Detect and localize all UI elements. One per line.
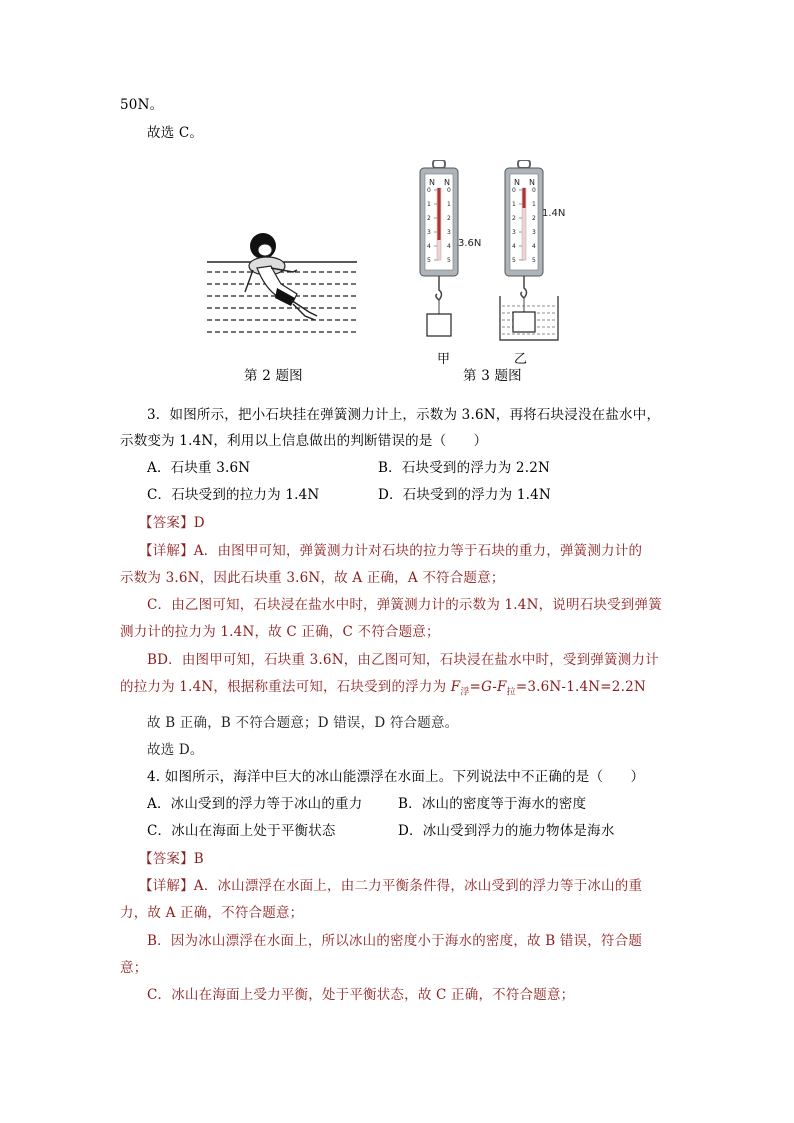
svg-text:1: 1 (512, 201, 516, 208)
q3-stem-line1: 3．如图所示，把小石块挂在弹簧测力计上，示数为 3.6N，再将石块浸没在盐水中， (147, 407, 661, 423)
q3-option-d: D．石块受到的浮力为 1.4N (378, 487, 551, 503)
q4-option-d: D．冰山受到浮力的施力物体是海水 (398, 823, 615, 839)
q3-answer: 【答案】D (139, 515, 205, 531)
svg-text:2: 2 (427, 215, 431, 222)
q3-explanation-2: 示数为 3.6N，因此石块重 3.6N，故 A 正确，A 不符合题意； (120, 570, 505, 586)
reading-jia: 3.6N (458, 238, 482, 249)
spring-scale-yi (500, 160, 565, 340)
svg-text:5: 5 (532, 257, 536, 264)
prev-choice-text: 故选 C。 (147, 125, 204, 141)
figure-3-caption: 第 3 题图 (463, 368, 522, 384)
figure-3-spring-scales (410, 160, 580, 345)
svg-text:1: 1 (427, 201, 431, 208)
svg-text:0: 0 (532, 187, 536, 194)
svg-text:3: 3 (512, 229, 516, 236)
svg-text:0: 0 (512, 187, 516, 194)
q4-answer: 【答案】B (139, 851, 204, 867)
svg-text:5: 5 (447, 257, 451, 264)
q3-explanation-5: BD．由图甲可知，石块重 3.6N，由乙图可知，石块浸在盐水中时，受到弹簧测力计 (147, 652, 659, 668)
q3-option-a: A．石块重 3.6N (147, 460, 251, 476)
q3-stem-line2: 示数变为 1.4N，利用以上信息做出的判断错误的是（ ） (120, 433, 488, 449)
label-jia: 甲 (437, 352, 451, 367)
prev-tail-text: 50N。 (120, 97, 164, 113)
figure-2-caption: 第 2 题图 (244, 368, 303, 384)
q3-option-c: C．石块受到的拉力为 1.4N (147, 487, 320, 503)
svg-text:N: N (444, 178, 450, 187)
spring-scale-jia (420, 160, 481, 336)
svg-text:N: N (429, 178, 435, 187)
svg-text:N: N (514, 178, 520, 187)
q3-explanation-1: 【详解】A．由图甲可知，弹簧测力计对石块的拉力等于石块的重力，弹簧测力计的 (139, 543, 643, 559)
q3-explanation-4: 测力计的拉力为 1.4N，故 C 正确，C 不符合题意； (120, 624, 440, 640)
label-yi: 乙 (514, 352, 528, 367)
svg-text:2: 2 (532, 215, 536, 222)
q3-explanation-6: 的拉力为 1.4N，根据称重法可知，石块受到的浮力为 $F_浮=G-F_拉=3.6N-1.4N=2.2N$ (120, 679, 646, 698)
q4-explanation-3: B．因为冰山漂浮在水面上，所以冰山的密度小于海水的密度，故 B 错误，符合题 (147, 933, 643, 949)
svg-text:5: 5 (512, 257, 516, 264)
svg-text:3: 3 (447, 229, 451, 236)
q4-explanation-2: 力，故 A 正确，不符合题意； (120, 905, 304, 921)
q4-explanation-4: 意； (120, 960, 148, 976)
svg-text:4: 4 (512, 243, 516, 250)
q3-explanation-7: 故 B 正确，B 不符合题意；D 错误，D 符合题意。 (147, 715, 459, 731)
svg-text:4: 4 (532, 243, 536, 250)
q4-explanation-5: C．冰山在海面上受力平衡，处于平衡状态，故 C 正确，不符合题意； (147, 987, 575, 1003)
q4-option-b: B．冰山的密度等于海水的密度 (398, 796, 587, 812)
q4-stem: 4. 如图所示，海洋中巨大的冰山能漂浮在水面上。下列说法中不正确的是（ ） (147, 769, 645, 785)
svg-text:0: 0 (447, 187, 451, 194)
svg-text:3: 3 (427, 229, 431, 236)
svg-text:3: 3 (532, 229, 536, 236)
svg-text:1: 1 (447, 201, 451, 208)
q4-explanation-1: 【详解】A．冰山漂浮在水面上，由二力平衡条件得，冰山受到的浮力等于冰山的重 (139, 878, 643, 894)
figure-2-swimmer (205, 228, 360, 343)
svg-text:1: 1 (532, 201, 536, 208)
q3-option-b: B．石块受到的浮力为 2.2N (378, 460, 550, 476)
q4-option-c: C．冰山在海面上处于平衡状态 (147, 823, 336, 839)
svg-text:N: N (529, 178, 535, 187)
svg-text:0: 0 (427, 187, 431, 194)
svg-text:4: 4 (427, 243, 431, 250)
svg-text:2: 2 (447, 215, 451, 222)
q4-option-a: A．冰山受到的浮力等于冰山的重力 (147, 796, 363, 812)
q3-choice: 故选 D。 (147, 742, 204, 758)
q3-explanation-3: C．由乙图可知，石块浸在盐水中时，弹簧测力计的示数为 1.4N，说明石块受到弹簧 (147, 597, 662, 613)
svg-text:2: 2 (512, 215, 516, 222)
svg-text:4: 4 (447, 243, 451, 250)
svg-text:5: 5 (427, 257, 431, 264)
reading-yi: 1.4N (542, 208, 566, 219)
